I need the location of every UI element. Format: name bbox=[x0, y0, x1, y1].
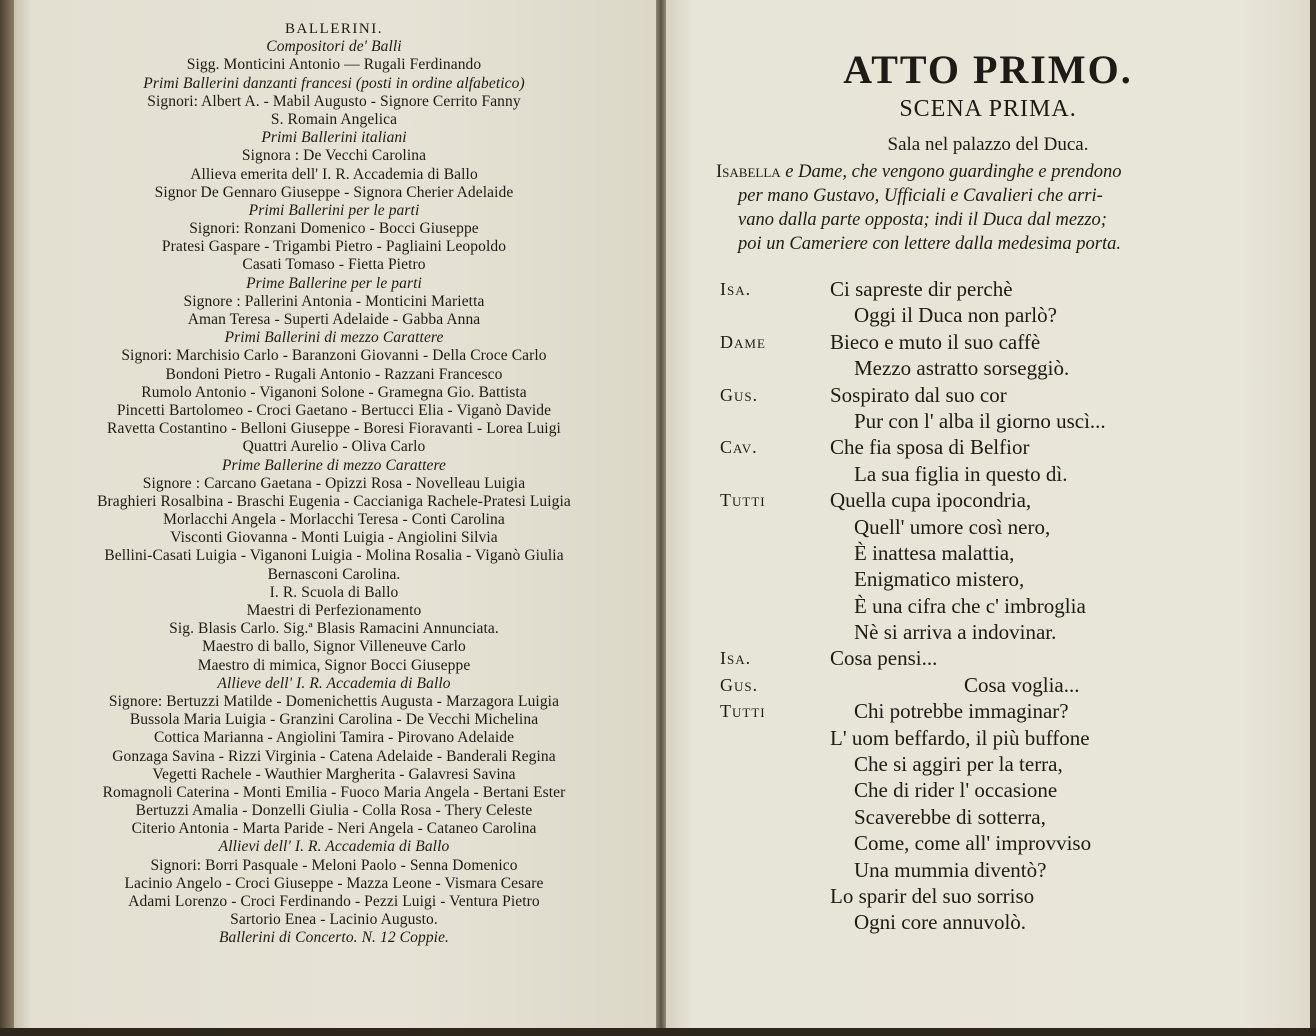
verse-line bbox=[720, 514, 1260, 540]
cast-line: Signor De Gennaro Giuseppe - Signora Cherier Adelaide bbox=[154, 183, 514, 201]
book-edge bbox=[0, 0, 14, 1036]
cast-line: Quattri Aurelio - Oliva Carlo bbox=[242, 438, 426, 456]
cast-line: Braghieri Rosalbina - Braschi Eugenia - Caccianiga Rachele-Pratesi Luigia bbox=[97, 492, 571, 510]
verse-line bbox=[720, 461, 1260, 487]
speaker-label: Gus. bbox=[720, 384, 759, 405]
speaker-label: Isa. bbox=[720, 648, 752, 669]
verse-text: Come, come all' improvviso bbox=[854, 831, 1092, 856]
cast-line: Morlacchi Angela - Morlacchi Teresa - Conti Carolina bbox=[163, 511, 505, 529]
book-bottom-edge bbox=[0, 1028, 1316, 1036]
verse-text: L' uom beffardo, il più buffone bbox=[830, 725, 1090, 750]
cast-line: Primi Ballerini per le parti bbox=[248, 201, 420, 219]
verse-line bbox=[720, 909, 1260, 935]
verse-line bbox=[720, 751, 1260, 777]
speaker-label: Tutti bbox=[720, 701, 766, 722]
cast-line: Aman Teresa - Superti Adelaide - Gabba Anna bbox=[187, 311, 481, 328]
verse-line bbox=[720, 698, 1260, 724]
cast-line: Citerio Antonia - Marta Paride - Neri Angela - Cataneo Carolina bbox=[131, 820, 537, 838]
cast-line: Casati Tomaso - Fietta Pietro bbox=[242, 256, 426, 274]
verse-line bbox=[720, 566, 1260, 592]
verse-text: Sospirato dal suo cor bbox=[830, 382, 1007, 407]
left-page bbox=[14, 0, 656, 1036]
verse-text: È una cifra che c' imbroglia bbox=[854, 593, 1086, 618]
cast-line: Maestro di mimica, Signor Bocci Giuseppe bbox=[197, 656, 471, 674]
verse-line bbox=[720, 777, 1260, 803]
cast-line: Bernasconi Carolina. bbox=[267, 565, 401, 583]
cast-line: Primi Ballerini italiani bbox=[261, 129, 407, 147]
verse-line bbox=[720, 382, 1260, 408]
cast-line: Vegetti Rachele - Wauthier Margherita - Galavresi Savina bbox=[152, 765, 516, 783]
cast-line: Signore: Bertuzzi Matilde - Domenichettis Augusta - Marzagora Luigia bbox=[108, 692, 560, 710]
verse-text: Cosa voglia... bbox=[964, 672, 1080, 697]
verse-text: Lo sparir del suo sorriso bbox=[830, 883, 1035, 908]
cast-line: Sigg. Monticini Antonio — Rugali Ferdinando bbox=[186, 56, 482, 74]
verse-text: Che di rider l' occasione bbox=[854, 778, 1058, 803]
cast-line: Prime Ballerine di mezzo Carattere bbox=[221, 456, 447, 474]
stage-direction-text: e Dame, che vengono guardinghe e prendono bbox=[780, 162, 1122, 182]
cast-line: Signori: Marchisio Carlo - Baranzoni Giovanni - Della Croce Carlo bbox=[121, 347, 547, 365]
scene-title: SCENA PRIMA. bbox=[899, 96, 1077, 122]
cast-line: Gonzaga Savina - Rizzi Virginia - Catena Adelaide - Banderali Regina bbox=[112, 747, 556, 765]
libretto-dialogue bbox=[720, 276, 1260, 936]
cast-line: Signora : De Vecchi Carolina bbox=[241, 147, 427, 165]
verse-line bbox=[720, 830, 1260, 856]
verse-text: Scaverebbe di sotterra, bbox=[854, 804, 1046, 829]
verse-line bbox=[720, 487, 1260, 513]
cast-list bbox=[34, 20, 634, 948]
cast-line: Lacinio Angelo - Croci Giuseppe - Mazza Leone - Vismara Cesare bbox=[124, 874, 544, 892]
stage-direction-text: poi un Cameriere con lettere dalla medesima porta. bbox=[738, 234, 1121, 254]
verse-line bbox=[720, 355, 1260, 381]
verse-text: Quella cupa ipocondria, bbox=[830, 488, 1032, 513]
verse-text: Pur con l' alba il giorno uscì... bbox=[854, 408, 1106, 433]
book-gutter bbox=[656, 0, 666, 1036]
verse-line bbox=[720, 302, 1260, 328]
cast-line: Bondoni Pietro - Rugali Antonio - Razzani Francesco bbox=[165, 365, 503, 383]
cast-line: Ballerini di Concerto. N. 12 Coppie. bbox=[218, 929, 450, 947]
verse-text: Che fia sposa di Belfior bbox=[830, 435, 1030, 460]
verse-line bbox=[720, 619, 1260, 645]
speaker-label: Isa. bbox=[720, 279, 752, 299]
cast-line: Signori: Borri Pasquale - Meloni Paolo - Senna Domenico bbox=[150, 856, 518, 874]
cast-line: Signore : Pallerini Antonia - Monticini Marietta bbox=[183, 292, 485, 310]
cast-line: I. R. Scuola di Ballo bbox=[269, 583, 399, 601]
act-title: ATTO PRIMO. bbox=[843, 47, 1133, 92]
cast-line: Sig. Blasis Carlo. Sig.ª Blasis Ramacini Annunciata. bbox=[169, 620, 499, 638]
cast-line: Adami Lorenzo - Croci Ferdinando - Pezzi Luigi - Ventura Pietro bbox=[128, 893, 540, 910]
verse-text: Oggi il Duca non parlò? bbox=[854, 303, 1057, 328]
verse-line bbox=[720, 883, 1260, 909]
cast-line: BALLERINI. bbox=[285, 21, 383, 37]
verse-line bbox=[720, 804, 1260, 830]
verse-text: Ci sapreste dir perchè bbox=[830, 277, 1013, 301]
cast-line: Pincetti Bartolomeo - Croci Gaetano - Bertucci Elia - Viganò Davide bbox=[116, 401, 552, 419]
cast-line: Bussola Maria Luigia - Granzini Carolina - De Vecchi Michelina bbox=[129, 711, 539, 729]
verse-text: Una mummia diventò? bbox=[854, 857, 1047, 882]
cast-line: Ravetta Costantino - Belloni Giuseppe - Boresi Fioravanti - Lorea Luigi bbox=[107, 420, 561, 438]
cast-line: Rumolo Antonio - Viganoni Solone - Gramegna Gio. Battista bbox=[141, 383, 527, 401]
verse-text: Chi potrebbe immaginar? bbox=[854, 699, 1069, 724]
speaker-label: Cav. bbox=[720, 437, 758, 458]
speaker-label: Tutti bbox=[720, 490, 766, 511]
speaker-label: Dame bbox=[720, 331, 766, 352]
cast-line: Bertuzzi Amalia - Donzelli Giulia - Colla Rosa - Thery Celeste bbox=[135, 802, 533, 820]
cast-line: Maestro di ballo, Signor Villeneuve Carlo bbox=[202, 638, 466, 656]
verse-text: Quell' umore così nero, bbox=[854, 514, 1051, 539]
cast-line: Cottica Marianna - Angiolini Tamira - Pirovano Adelaide bbox=[153, 729, 515, 747]
verse-line bbox=[720, 857, 1260, 883]
cast-line: Signore : Carcano Gaetana - Opizzi Rosa - Novelleau Luigia bbox=[142, 474, 526, 492]
speaker-label: Gus. bbox=[720, 674, 759, 695]
stage-direction-line bbox=[716, 232, 1216, 256]
cast-line: Sartorio Enea - Lacinio Augusto. bbox=[230, 911, 438, 929]
verse-text: È inattesa malattia, bbox=[854, 540, 1015, 565]
cast-line: Allieva emerita dell' I. R. Accademia di Ballo bbox=[190, 165, 478, 183]
cast-line: Allievi dell' I. R. Accademia di Ballo bbox=[218, 838, 450, 856]
stage-direction-line bbox=[716, 184, 1216, 208]
verse-line bbox=[720, 593, 1260, 619]
stage-direction-text: vano dalla parte opposta; indi il Duca dal mezzo; bbox=[738, 210, 1107, 230]
cast-line: Bellini-Casati Luigia - Viganoni Luigia - Molina Rosalia - Viganò Giulia bbox=[104, 547, 564, 565]
stage-direction-text: per mano Gustavo, Ufficiali e Cavalieri che arri- bbox=[738, 186, 1103, 206]
cast-line: S. Romain Angelica bbox=[270, 110, 398, 128]
verse-line bbox=[720, 276, 1260, 302]
verse-text: La sua figlia in questo dì. bbox=[854, 461, 1068, 486]
stage-direction-line bbox=[716, 208, 1216, 232]
cast-line: Signori: Ronzani Domenico - Bocci Giuseppe bbox=[189, 220, 479, 238]
verse-line bbox=[720, 408, 1260, 434]
cast-line: Visconti Giovanna - Monti Luigia - Angiolini Silvia bbox=[170, 529, 498, 547]
stage-direction-line bbox=[716, 160, 1216, 184]
verse-text: Cosa pensi... bbox=[830, 646, 938, 671]
verse-text: Enigmatico mistero, bbox=[854, 567, 1025, 592]
cast-line: Signori: Albert A. - Mabil Augusto - Signore Cerrito Fanny bbox=[147, 92, 521, 110]
verse-text: Bieco e muto il suo caffè bbox=[830, 329, 1041, 354]
verse-line bbox=[720, 540, 1260, 566]
cast-line: Compositori de' Balli bbox=[266, 38, 402, 56]
cast-line: Pratesi Gaspare - Trigambi Pietro - Pagliaini Leopoldo bbox=[161, 238, 507, 256]
cast-line: Romagnoli Caterina - Monti Emilia - Fuoco Maria Angela - Bertani Ester bbox=[102, 783, 566, 801]
verse-line bbox=[720, 645, 1260, 671]
verse-line bbox=[720, 672, 1260, 698]
cast-line: Primi Ballerini di mezzo Carattere bbox=[224, 329, 444, 347]
verse-line bbox=[720, 434, 1260, 460]
character-name: Isabella bbox=[716, 162, 781, 182]
cast-line: Primi Ballerini danzanti francesi (posti in ordine alfabetico) bbox=[143, 74, 525, 92]
cast-line: Allieve dell' I. R. Accademia di Ballo bbox=[217, 674, 451, 692]
cast-line: Maestri di Perfezionamento bbox=[246, 602, 422, 619]
cast-line: Prime Ballerine per le parti bbox=[246, 274, 422, 292]
verse-text: Che si aggiri per la terra, bbox=[854, 752, 1063, 777]
verse-text: Mezzo astratto sorseggiò. bbox=[854, 356, 1070, 381]
scene-setting: Sala nel palazzo del Duca. bbox=[887, 134, 1089, 155]
verse-line bbox=[720, 725, 1260, 751]
verse-text: Nè si arriva a indovinar. bbox=[854, 620, 1057, 645]
verse-line bbox=[720, 329, 1260, 355]
stage-direction bbox=[716, 160, 1216, 256]
verse-text: Ogni core annuvolò. bbox=[854, 910, 1027, 935]
